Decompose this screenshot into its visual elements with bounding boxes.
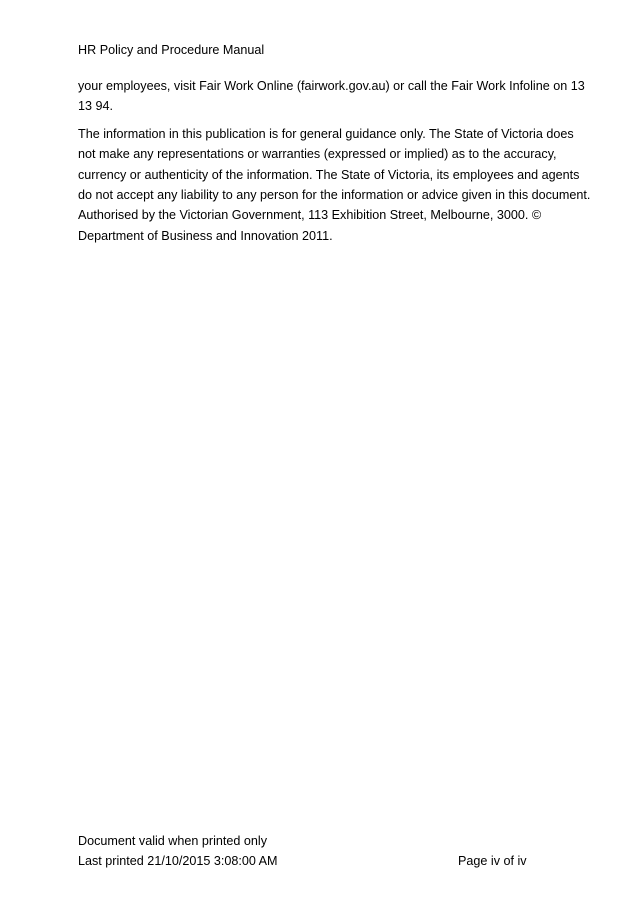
disclaimer-paragraph bbox=[78, 124, 591, 246]
text-line: 13 94. bbox=[78, 99, 114, 114]
page-footer bbox=[78, 831, 538, 872]
document-body bbox=[78, 76, 591, 253]
page-number: Page iv of iv bbox=[458, 854, 527, 869]
manual-title: HR Policy and Procedure Manual bbox=[78, 43, 265, 57]
text-line: do not accept any liability to any person for the information or advice given in this document. bbox=[78, 188, 591, 203]
text-line: currency or authenticity of the information. The State of Victoria, its employees and agents bbox=[78, 167, 580, 182]
validity-note: Document valid when printed only bbox=[78, 834, 268, 848]
text-line: not make any representations or warranties (expressed or implied) as to the accuracy, bbox=[78, 147, 557, 162]
text-line: The information in this publication is for general guidance only. The State of Victoria does bbox=[78, 126, 574, 141]
text-line: Department of Business and Innovation 2011. bbox=[78, 228, 333, 243]
fair-work-paragraph bbox=[78, 76, 585, 117]
text-line: your employees, visit Fair Work Online (fairwork.gov.au) or call the Fair Work Infoline on 13 bbox=[78, 79, 585, 93]
text-line: Authorised by the Victorian Government, 113 Exhibition Street, Melbourne, 3000. © bbox=[78, 208, 542, 223]
last-printed: Last printed 21/10/2015 3:08:00 AM bbox=[78, 854, 278, 869]
page-header bbox=[78, 43, 264, 57]
print-info-row bbox=[78, 851, 538, 871]
